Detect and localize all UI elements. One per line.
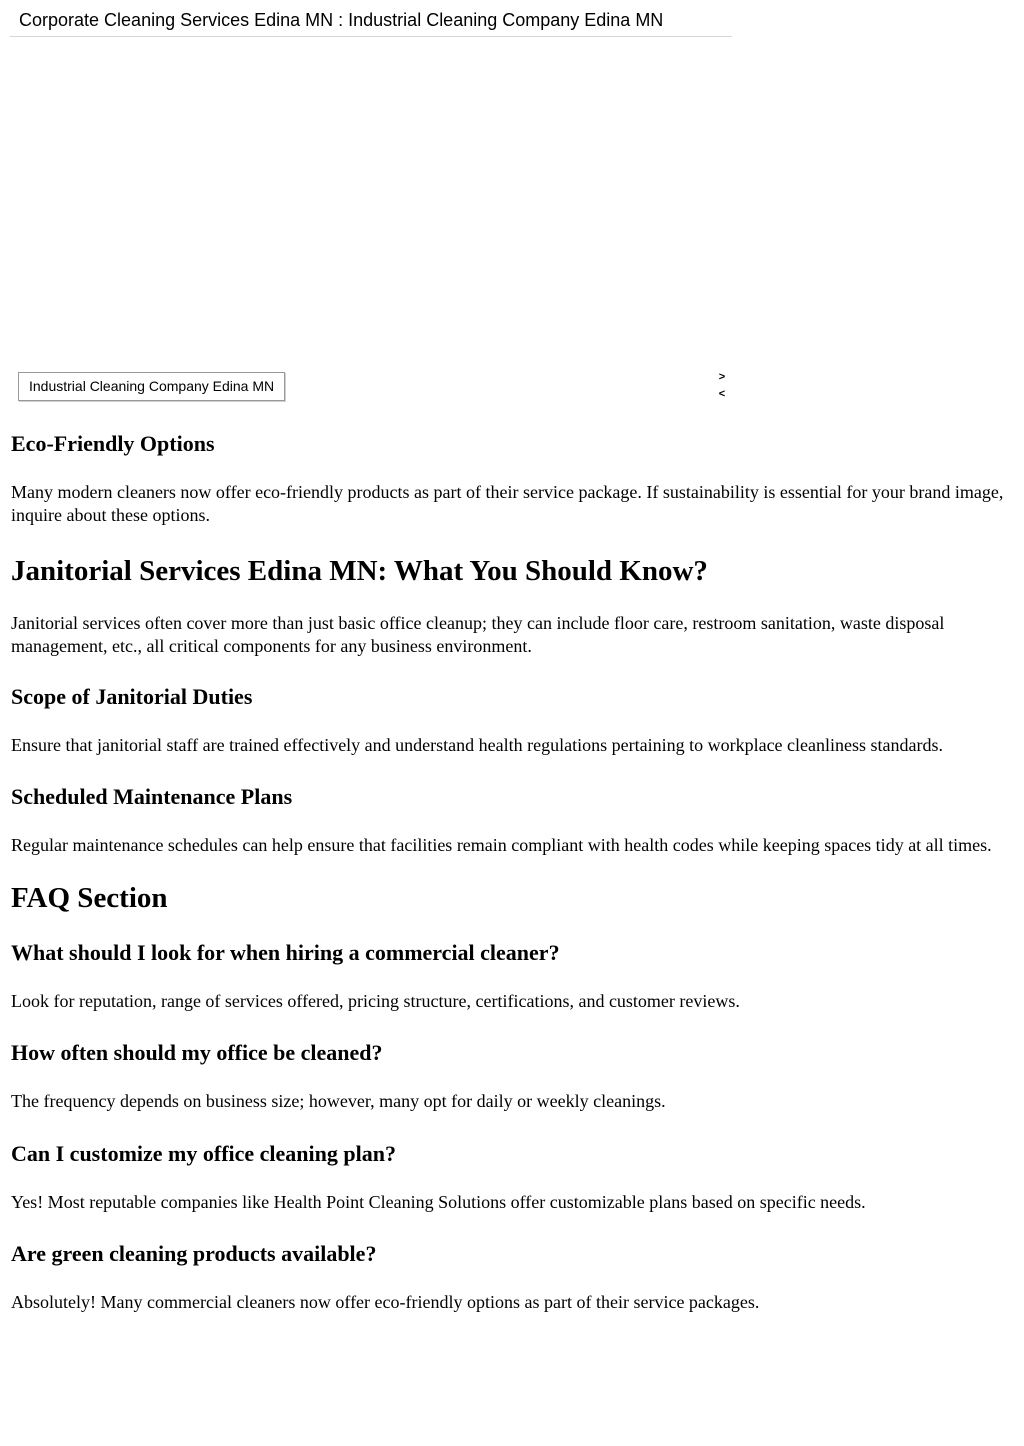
page-title-bar: [10, 0, 732, 37]
eco-friendly-heading: Eco-Friendly Options: [11, 431, 215, 456]
faq-answer: The frequency depends on business size; however, many opt for daily or weekly cleanings.: [11, 1091, 666, 1111]
faq-heading: FAQ Section: [11, 882, 168, 914]
faq-answer: Absolutely! Many commercial cleaners now offer eco-friendly options as part of their service packages.: [11, 1292, 760, 1312]
faq-question: How often should my office be cleaned?: [11, 1040, 383, 1065]
image-slider: [10, 40, 732, 410]
previous-slide-button[interactable]: <: [718, 388, 726, 400]
janitorial-heading: Janitorial Services Edina MN: What You Should Know?: [11, 555, 708, 587]
maintenance-text: Regular maintenance schedules can help ensure that facilities remain compliant with health codes while keeping spaces tidy at all times.: [11, 835, 992, 855]
scope-text: Ensure that janitorial staff are trained effectively and understand health regulations pertaining to workplace cleanliness standards.: [11, 735, 944, 755]
next-slide-button[interactable]: >: [718, 371, 726, 383]
article-body: [11, 430, 1011, 1314]
eco-friendly-text: Many modern cleaners now offer eco-friendly products as part of their service package. If sustainability is essential for your brand image, inquire about these options.: [11, 482, 1004, 525]
scope-heading: Scope of Janitorial Duties: [11, 684, 253, 709]
maintenance-heading: Scheduled Maintenance Plans: [11, 784, 293, 809]
faq-question: Can I customize my office cleaning plan?: [11, 1141, 396, 1166]
faq-question: Are green cleaning products available?: [11, 1241, 377, 1266]
janitorial-text: Janitorial services often cover more than just basic office cleanup; they can include floor care, restroom sanitation, waste disposal management, etc., all critical components for any business environment.: [11, 613, 945, 656]
faq-question: What should I look for when hiring a commercial cleaner?: [11, 940, 560, 965]
slide-caption: Industrial Cleaning Company Edina MN: [18, 372, 285, 401]
faq-answer: Yes! Most reputable companies like Health Point Cleaning Solutions offer customizable plans based on specific needs.: [11, 1192, 866, 1212]
page-title: Corporate Cleaning Services Edina MN : Industrial Cleaning Company Edina MN: [19, 10, 664, 30]
faq-answer: Look for reputation, range of services offered, pricing structure, certifications, and customer reviews.: [11, 991, 740, 1011]
